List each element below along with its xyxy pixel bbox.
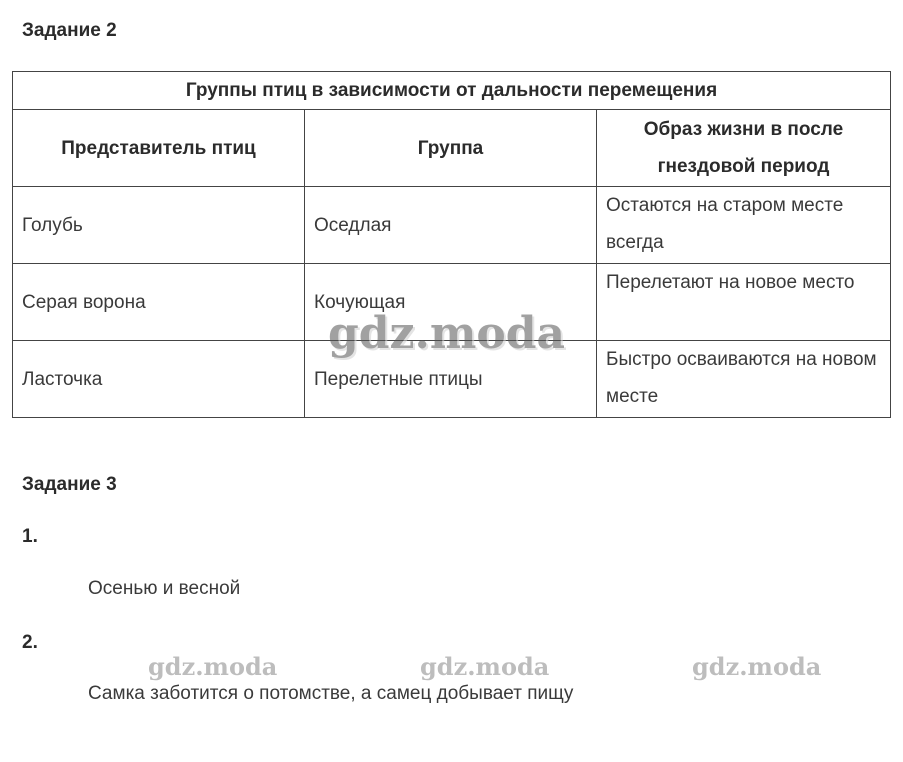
table-cell-bird: Ласточка — [13, 341, 305, 418]
table-row — [13, 187, 891, 264]
column-header-group: Группа — [305, 110, 597, 187]
item-number: 2. — [22, 632, 38, 653]
task3-heading: Задание 3 — [22, 474, 117, 495]
table-cell-lifestyle: Остаются на старом месте всегда — [597, 187, 891, 264]
column-header-lifestyle: Образ жизни в после гнездовой период — [597, 110, 891, 187]
table-cell-lifestyle: Перелетают на новое место — [597, 264, 891, 341]
watermark-logo: gdz.moda — [328, 308, 566, 359]
table-title: Группы птиц в зависимости от дальности перемещения — [13, 72, 891, 110]
birds-table — [12, 71, 891, 418]
table-cell-group: Кочующая — [305, 264, 597, 341]
table-cell-group: Оседлая — [305, 187, 597, 264]
table-title-row — [13, 72, 891, 110]
item-answer: Осенью и весной — [88, 578, 241, 599]
column-header-bird: Представитель птиц — [13, 110, 305, 187]
table-header-row — [13, 110, 891, 187]
table-cell-bird: Голубь — [13, 187, 305, 264]
item-number: 1. — [22, 526, 38, 547]
task2-heading: Задание 2 — [22, 20, 117, 41]
watermark-logo: gdz.moda — [692, 652, 822, 681]
table-cell-lifestyle: Быстро осваиваются на новом месте — [597, 341, 891, 418]
item-answer: Самка заботится о потомстве, а самец добывает пищу — [88, 683, 574, 704]
watermark-logo: gdz.moda — [420, 652, 550, 681]
watermark-logo: gdz.moda — [148, 652, 278, 681]
table-cell-bird: Серая ворона — [13, 264, 305, 341]
table-cell-group: Перелетные птицы — [305, 341, 597, 418]
